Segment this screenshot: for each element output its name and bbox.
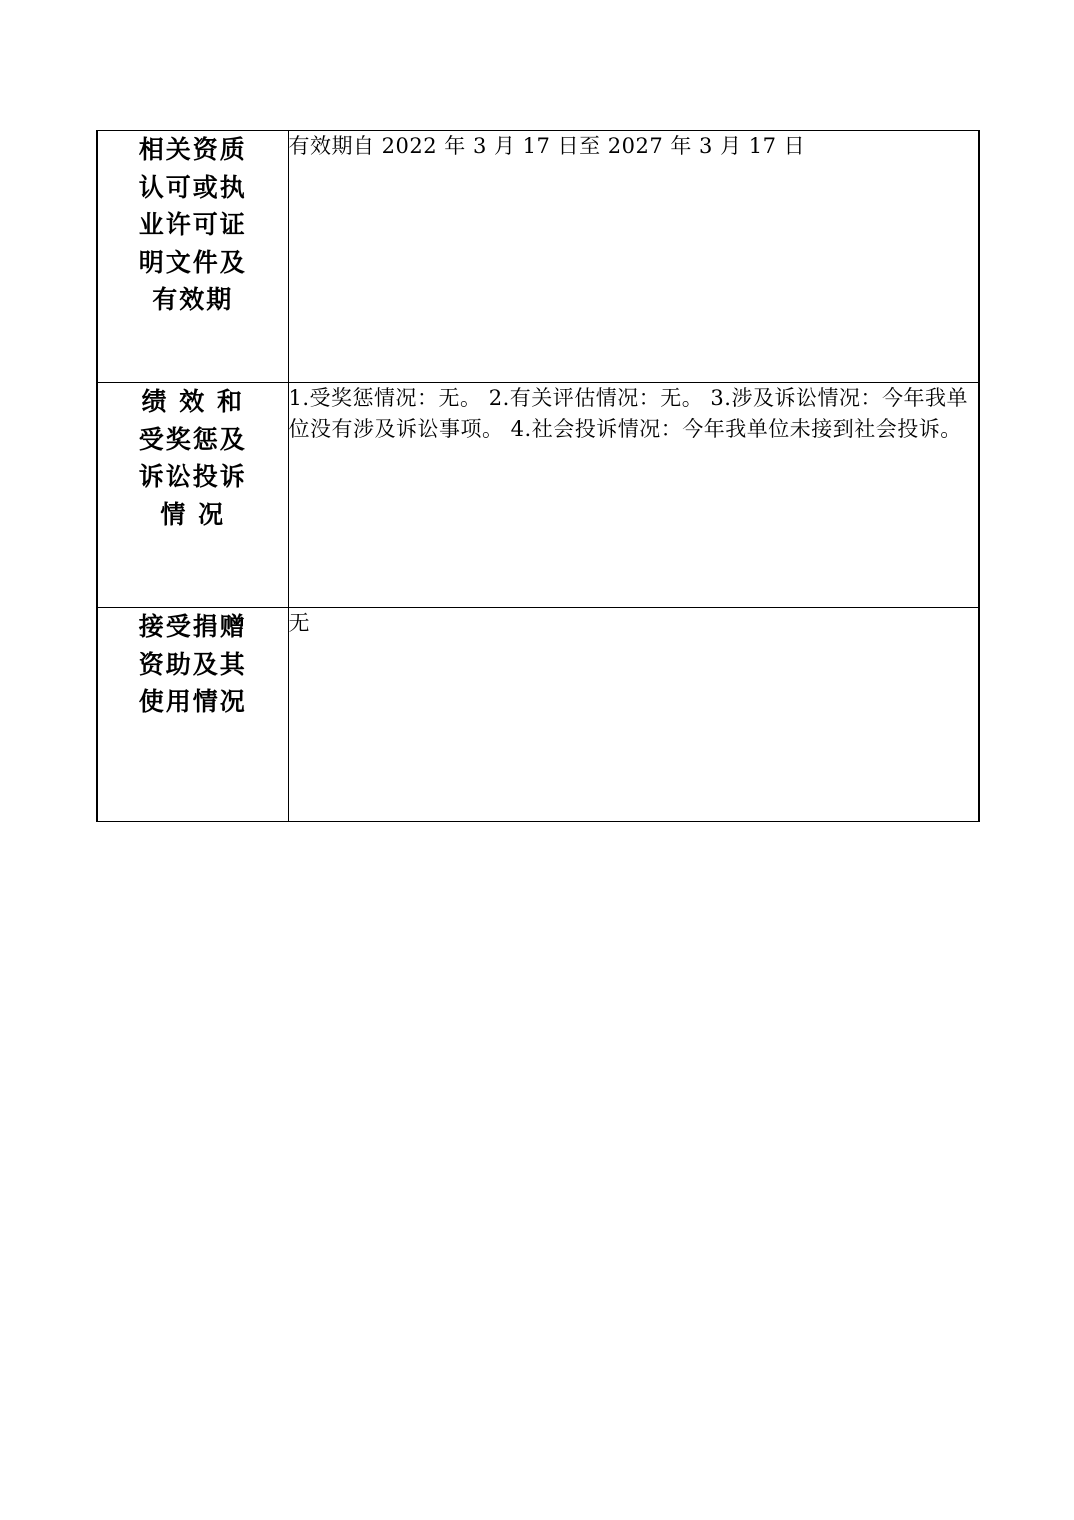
row-label-donation: 接受捐赠 资助及其 使用情况 — [138, 612, 247, 716]
label-cell-donation — [97, 608, 288, 822]
value-cell-performance — [288, 383, 979, 608]
table-row-donation — [97, 608, 979, 822]
row-value-donation: 无 — [288, 611, 310, 635]
row-label-performance: 绩 效 和 受奖惩及 诉讼投诉 情 况 — [138, 387, 247, 529]
row-value-performance: 1.受奖惩情况：无。 2.有关评估情况：无。 3.涉及诉讼情况：今年我单位没有涉及诉讼事项。 4.社会投诉情况：今年我单位未接到社会投诉。 — [288, 386, 968, 441]
info-table — [96, 130, 980, 822]
value-cell-donation — [288, 608, 979, 822]
row-value-qualification: 有效期自 2022 年 3 月 17 日至 2027 年 3 月 17 日 — [288, 134, 806, 158]
label-cell-performance — [97, 383, 288, 608]
row-label-qualification: 相关资质 认可或执 业许可证 明文件及 有效期 — [138, 135, 247, 314]
label-cell-qualification — [97, 131, 288, 383]
table-row-qualification — [97, 131, 979, 383]
table-row-performance — [97, 383, 979, 608]
value-cell-qualification — [288, 131, 979, 383]
